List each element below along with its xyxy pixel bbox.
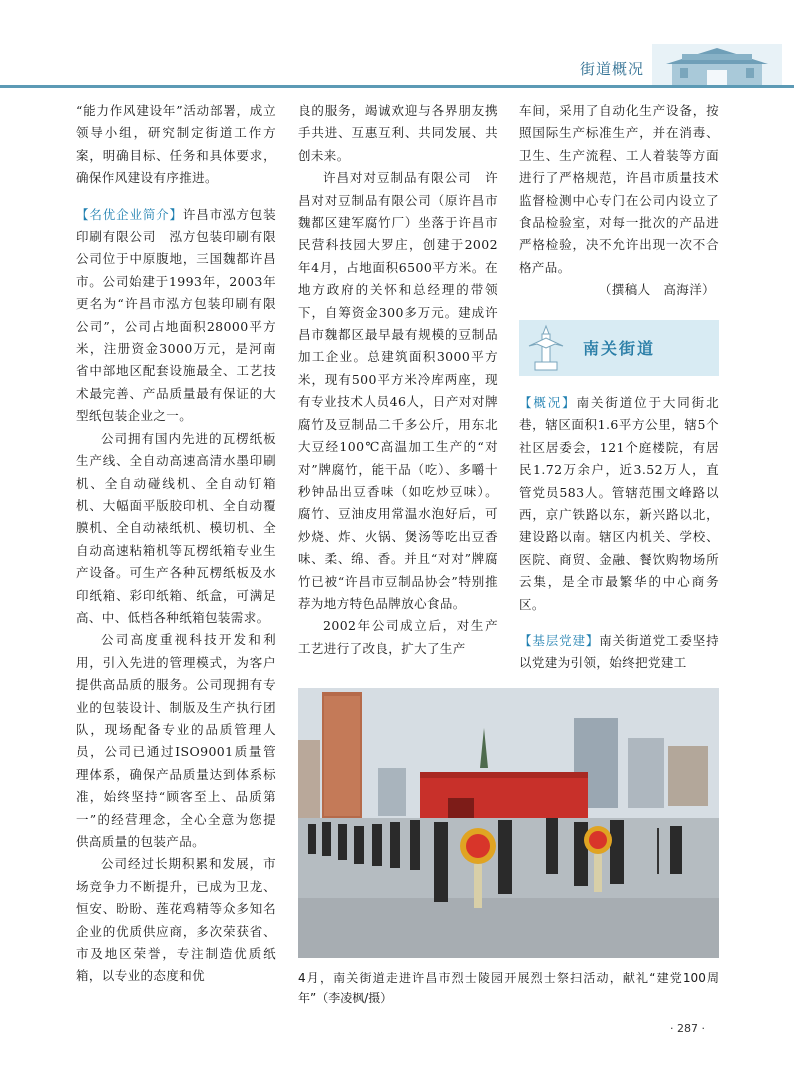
photo-caption: 4月，南关街道走进许昌市烈士陵园开展烈士祭扫活动，献礼“建党100周年”（李凌枫/摄） [298, 971, 719, 1005]
paragraph: 公司经过长期积累和发展，市场竞争力不断提升，已成为卫龙、恒安、盼盼、莲花鸡精等众多知名企业的优质供应商，多次荣获省、市及地区荣誉，专注制造优质纸箱，以专业的态度和优 [76, 856, 276, 984]
running-header-label: 街道概况 [580, 60, 645, 78]
section-heading: 【名优企业简介】 [76, 206, 183, 222]
paragraph: 公司拥有国内先进的瓦楞纸板生产线、全自动高速高清水墨印刷机、全自动碰线机、全自动钉箱机、大幅面平版胶印机、全自动覆膜机、全自动裱纸机、模切机、全自动高速粘箱机等瓦楞纸箱专业生产设备。可生产各种瓦楞纸板及水印纸箱、彩印纸箱、纸盒，可满足高、中、低档各种纸箱包装需求。 [76, 430, 276, 625]
section-heading: 【概况】 [519, 395, 577, 410]
paragraph: 车间，采用了自动化生产设备，按照国际生产标准生产，并在消毒、卫生、生产流程、工人着装等方面进行了严格规范，许昌市质量技术监督检测中心专门在公司内设立了食品检验室，对每一批次的产品进严格检验，决不允许出现一次不合格产品。 [519, 103, 719, 275]
gate-tower-illustration [652, 44, 782, 86]
paragraph: “能力作风建设年”活动部署，成立领导小组，研究制定街道工作方案，明确目标、任务和具体要求，确保作风建设有序推进。 [76, 103, 276, 186]
paragraph: 【概况】南关街道位于大同街北巷，辖区面积1.6平方公里，辖5个社区居委会，121个庭楼院，有居民1.72万余户，近3.52万人，直管党员583人。管辖范围文峰路以西，京广铁路以东，新兴路以北，建设路以南。辖区内机关、学校、医院、商贸、金融、餐饮购物场所云集，是全市最繁华的中心商务区。 [519, 395, 719, 612]
section-heading: 【基层党建】 [519, 633, 600, 649]
section-banner [519, 320, 719, 376]
column-1 [76, 100, 276, 988]
paragraph: 许昌对对豆制品有限公司 许昌对对豆制品有限公司（原许昌市魏都区建军腐竹厂）坐落于许昌市民营科技园大罗庄，创建于2002年4月，占地面积6500平方米。在地方政府的关怀和总经理的带领下，自筹资金300多万元。建成许昌市魏都区最早最有规模的豆制品加工企业。总建筑面积3000平方米，现有500平方米冷库两座，现有专业技术人员46人，日产对对牌腐竹及豆制品二千多公斤，用东北大豆经100℃高温加工生产的“对对”牌腐竹，能干品（吃）、多嚼十秒钟品出豆香味（如吃炒豆味）。腐竹、豆油皮用常温水泡好后，可炒烧、炸、火锅、煲汤等吃出豆香味、柔、绵、香。并且“对对”牌腐竹已被“许昌市豆制品协会”特别推荐为地方特色品牌放心食品。 [298, 170, 498, 611]
column-2 [298, 100, 498, 660]
paragraph: 【基层党建】南关街道党工委坚持以党建为引领，始终把党建工 [519, 633, 719, 671]
section-title: 南关街道 [583, 339, 656, 358]
header-rule [0, 85, 794, 88]
paragraph: 公司高度重视科技开发和利用，引入先进的管理模式，为客户提供高品质的服务。公司现拥有专业的包装设计、制版及生产执行团队，现场配备专业的品质管理人员，公司已通过ISO9001质量管理体系，确保产品质量达到体系标准，始终坚持“顾客至上、品质第一”的经营理念，全心全意为您提供高质量的包装产品。 [76, 632, 276, 849]
column-3-lower [519, 392, 719, 675]
paragraph: 2002年公司成立后，对生产工艺进行了改良，扩大了生产 [298, 618, 498, 656]
column-3 [519, 100, 719, 302]
paragraph: 【名优企业简介】许昌市泓方包装印刷有限公司 泓方包装印刷有限公司位于中原腹地，三国魏都许昌市。公司始建于1993年，2003年更名为“许昌市泓方包装印刷有限公司”，公司占地面积28000平方米，注册资金3000万元，是河南省中部地区配套设施最全、工艺技术最完善、产品质量最有保证的大型纸包装企业之一。 [76, 206, 276, 424]
page-number: · 287 · [670, 1022, 705, 1035]
paragraph: 良的服务，竭诚欢迎与各界朋友携手共进、互惠互利、共同发展、共创未来。 [298, 103, 498, 163]
author-credit: （撰稿人 高海洋） [598, 282, 715, 298]
event-photo [298, 688, 719, 958]
monument-icon [525, 324, 567, 374]
